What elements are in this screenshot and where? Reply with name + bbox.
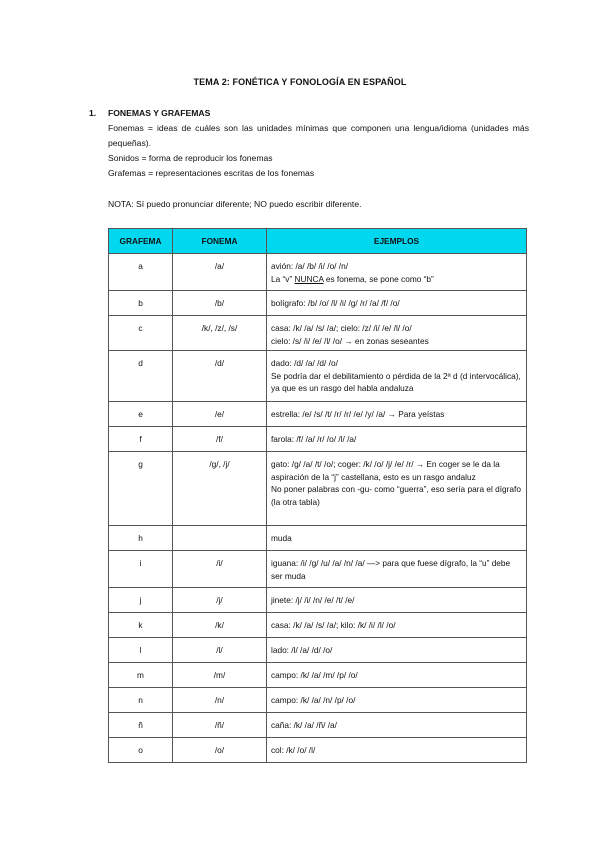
grafema-fonema-table: [108, 228, 527, 763]
ejemplos-cell: [267, 638, 527, 663]
table-row: [109, 713, 527, 738]
table-row: [109, 588, 527, 613]
ejemplos-cell: [267, 613, 527, 638]
table-row: [109, 738, 527, 763]
section-title: FONEMAS Y GRAFEMAS: [108, 108, 211, 118]
grafema-cell: l: [109, 638, 173, 663]
fonema-cell: /n/: [173, 688, 267, 713]
grafema-cell: a: [109, 254, 173, 291]
fonema-cell: /k/, /z/, /s/: [173, 316, 267, 351]
ejemplo-line: casa: /k/ /a/ /s/ /a/; cielo: /z/ /i/ /e/ /l/ /o/: [271, 323, 412, 333]
fonema-cell: /d/: [173, 351, 267, 402]
fonema-cell: /g/, /j/: [173, 452, 267, 526]
ejemplos-cell: [267, 663, 527, 688]
table-row: [109, 638, 527, 663]
ejemplo-line: avión: /a/ /b/ /i/ /o/ /n/: [271, 261, 349, 271]
grafema-cell: n: [109, 688, 173, 713]
ejemplos-cell: [267, 452, 527, 526]
ejemplos-cell: [267, 402, 527, 427]
header-fonema: FONEMA: [173, 229, 267, 254]
ejemplos-cell: [267, 254, 527, 291]
ejemplo-line: [271, 273, 522, 286]
fonema-cell: /k/: [173, 613, 267, 638]
table-row: [109, 402, 527, 427]
table-row: [109, 526, 527, 551]
ejemplos-cell: [267, 291, 527, 316]
ejemplos-cell: [267, 427, 527, 452]
grafema-cell: m: [109, 663, 173, 688]
grafema-cell: d: [109, 351, 173, 402]
sonidos-definition: Sonidos = forma de reproducir los fonemas: [108, 153, 273, 163]
ejemplo-line: caña: /k/ /a/ /ñ/ /a/: [271, 720, 337, 731]
grafema-cell: i: [109, 551, 173, 588]
ejemplos-cell: [267, 551, 527, 588]
ejemplo-line: dado: /d/ /a/ /d/ /o/: [271, 358, 338, 369]
ejemplo-line: campo: /k/ /a/ /n/ /p/ /o/: [271, 695, 356, 706]
fonema-cell: /ñ/: [173, 713, 267, 738]
fonema-cell: /j/: [173, 588, 267, 613]
fonema-cell: /m/: [173, 663, 267, 688]
grafema-cell: j: [109, 588, 173, 613]
table-row: [109, 427, 527, 452]
header-grafema: GRAFEMA: [109, 229, 173, 254]
ejemplos-cell: [267, 316, 527, 351]
section-number: 1.: [89, 108, 97, 118]
ejemplos-cell: [267, 688, 527, 713]
ejemplos-cell: [267, 588, 527, 613]
ejemplo-line: estrella: /e/ /s/ /t/ /r/ /r/ /e/ /y/ /a/ → Para yeístas: [271, 409, 445, 420]
table-row: [109, 351, 527, 402]
page-title: TEMA 2: FONÉTICA Y FONOLOGÍA EN ESPAÑOL: [193, 77, 407, 87]
ejemplo-text: es fonema, se pone como “b”: [323, 273, 434, 284]
grafema-cell: e: [109, 402, 173, 427]
grafema-cell: g: [109, 452, 173, 526]
ejemplo-line: No poner palabras con -gu- como “guerra”, eso sería para el dígrafo (la otra tabla): [271, 484, 521, 507]
table-header-row: [109, 229, 527, 254]
section-fonemas-grafemas: [89, 106, 529, 212]
ejemplo-line: casa: /k/ /a/ /s/ /a/; kilo: /k/ /i/ /l/ /o/: [271, 620, 396, 631]
grafemas-definition: Grafemas = representaciones escritas de los fonemas: [108, 168, 315, 178]
ejemplo-line: cielo: /s/ /i/ /e/ /l/ /o/ → en zonas seseantes: [271, 335, 429, 346]
ejemplo-line: jinete: /j/ /i/ /n/ /e/ /t/ /e/: [271, 595, 355, 606]
ejemplo-line: muda: [271, 533, 292, 544]
fonema-cell: /b/: [173, 291, 267, 316]
table-row: [109, 551, 527, 588]
table-row: [109, 452, 527, 526]
header-ejemplos: EJEMPLOS: [267, 229, 527, 254]
note-text: NOTA: Sí puedo pronunciar diferente; NO puedo escribir diferente.: [108, 199, 362, 209]
grafema-cell: b: [109, 291, 173, 316]
ejemplos-cell: [267, 713, 527, 738]
ejemplo-text: La “v”: [271, 273, 295, 284]
fonema-cell: /i/: [173, 551, 267, 588]
ejemplo-line: lado: /l/ /a/ /d/ /o/: [271, 645, 333, 656]
ejemplo-line: gato: /g/ /a/ /t/ /o/; coger: /k/ /o/ /j/ /e/ /r/ → En coger se le da la aspiración de la “j” castellana, esto es un rasgo andaluz: [271, 459, 500, 482]
fonema-cell: /e/: [173, 402, 267, 427]
fonema-cell: /a/: [173, 254, 267, 291]
grafema-cell: o: [109, 738, 173, 763]
table-row: [109, 613, 527, 638]
grafema-cell: f: [109, 427, 173, 452]
ejemplo-line: iguana: /i/ /g/ /u/ /a/ /n/ /a/ —> para que fuese dígrafo, la “u” debe ser muda: [271, 558, 511, 581]
ejemplo-line: col: /k/ /o/ /l/: [271, 745, 316, 756]
ejemplo-line: Se podría dar el debilitamiento o pérdida de la 2ª d (d intervocálica), ya que es un rasgo del habla andaluza: [271, 370, 521, 394]
grafema-cell: c: [109, 316, 173, 351]
underlined-word: NUNCA: [294, 273, 324, 284]
table-row: [109, 254, 527, 291]
ejemplos-cell: [267, 526, 527, 551]
ejemplo-line: campo: /k/ /a/ /m/ /p/ /o/: [271, 670, 358, 681]
fonema-cell: /l/: [173, 638, 267, 663]
section-heading: [89, 106, 529, 121]
grafema-cell: k: [109, 613, 173, 638]
ejemplos-cell: [267, 351, 527, 402]
ejemplos-cell: [267, 738, 527, 763]
ejemplo-line: farola: /f/ /a/ /r/ /o/ /l/ /a/: [271, 434, 357, 445]
grafema-cell: h: [109, 526, 173, 551]
table-row: [109, 663, 527, 688]
fonema-cell: /o/: [173, 738, 267, 763]
table-row: [109, 291, 527, 316]
fonema-cell: [173, 526, 267, 551]
grafema-cell: ñ: [109, 713, 173, 738]
ejemplo-line: bolígrafo: /b/ /o/ /l/ /i/ /g/ /r/ /a/ /f/ /o/: [271, 298, 400, 308]
table-row: [109, 688, 527, 713]
fonemas-definition: Fonemas = ideas de cuáles son las unidades mínimas que componen una lengua/idioma (unidades más pequeñas).: [108, 123, 529, 148]
fonema-cell: /f/: [173, 427, 267, 452]
table-row: [109, 316, 527, 351]
